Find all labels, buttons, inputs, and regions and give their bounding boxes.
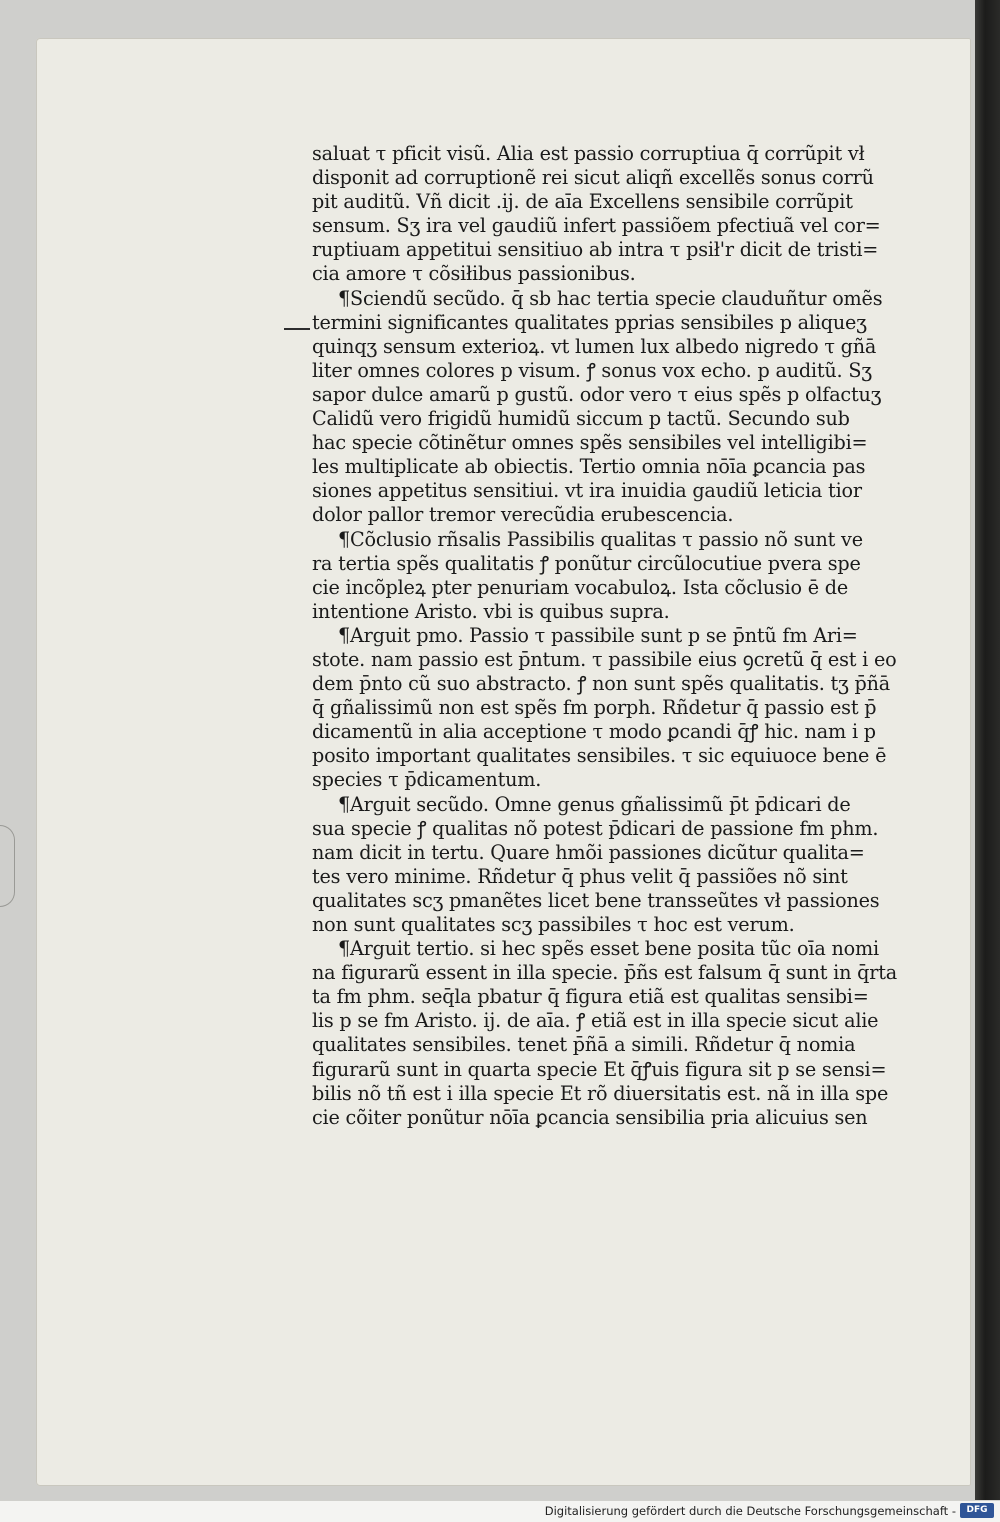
text-line: lis p se fm Aristo. ij. de aīa. ꝭ etiã est in illa specie sicut alie: [312, 1009, 879, 1033]
text-line: qualitates scʒ pmanẽtes licet bene transseũtes vł passiones: [312, 888, 880, 912]
text-line: stote. nam passio est p̄ntum. τ passibile eius ꝯcretũ q̄ est i eo: [312, 647, 897, 671]
text-line: ruptiuam appetitui sensitiuo ab intra τ psił'r dicit de tristi=: [312, 238, 879, 262]
text-line: tes vero minime. Rñdetur q̄ phus velit q̄ passiões nõ sint: [312, 864, 848, 888]
text-line: quinqʒ sensum exterioꝝ. vt lumen lux albedo nigredo τ gñā: [312, 334, 877, 358]
text-line: sua specie ꝭ qualitas nõ potest p̄dicari de passione fm phm.: [312, 816, 879, 840]
text-line: posito important qualitates sensibiles. τ sic equiuoce bene ē: [312, 744, 887, 768]
text-line: ¶Sciendũ secũdo. q̄ sb hac tertia specie clauduñtur omẽs: [338, 286, 883, 310]
text-line: q̄ gñalissimũ non est spẽs fm porph. Rñdetur q̄ passio est p̄: [312, 696, 877, 720]
text-line: cie cõiter ponũtur nōīa ꝑcancia sensibilia pria alicuius sen: [312, 1105, 868, 1129]
text-line: nam dicit in tertu. Quare hmõi passiones dicũtur qualita=: [312, 840, 865, 864]
text-line: ta fm phm. seq̄la pbatur q̄ figura etiã est qualitas sensibi=: [312, 985, 869, 1009]
marginal-dash: [284, 328, 310, 330]
text-line: cia amore τ cõsiłibus passionibus.: [312, 262, 636, 286]
footer-credit: Digitalisierung gefördert durch die Deutsche Forschungsgemeinschaft -: [544, 1504, 956, 1518]
text-line: dem p̄nto cũ suo abstracto. ꝭ non sunt spẽs qualitatis. tʒ p̄ñā: [312, 672, 891, 696]
text-line: dolor pallor tremor verecũdia erubescencia.: [312, 503, 734, 527]
footer-bar: [0, 1500, 1000, 1522]
text-line: saluat τ pficit visũ. Alia est passio corruptiua q̄ corrũpit vł: [312, 142, 865, 165]
text-line: intentione Aristo. vbi is quibus supra.: [312, 599, 670, 623]
text-line: cie incõpleꝝ pter penuriam vocabuloꝝ. Ista cõclusio ē de: [312, 575, 849, 599]
text-line: sapor dulce amarũ p gustũ. odor vero τ eius spẽs p olfactuʒ: [312, 382, 882, 406]
text-line: qualitates sensibiles. tenet p̄ñā a simili. Rñdetur q̄ nomia: [312, 1033, 856, 1057]
text-line: ¶Arguit tertio. si hec spẽs esset bene posita tũc oīa nomi: [338, 937, 879, 961]
text-line: ¶Arguit secũdo. Omne genus gñalissimũ p̄t p̄dicari de: [338, 792, 851, 816]
text-line: sensum. Sʒ ira vel gaudiũ infert passiõem pfectiuã vel cor=: [312, 214, 881, 238]
text-line: Calidũ vero frigidũ humidũ siccum p tactũ. Secundo sub: [312, 407, 850, 431]
printed-text-block: [312, 142, 912, 1130]
text-line: ¶Cõclusio rñsalis Passibilis qualitas τ passio nõ sunt ve: [338, 527, 863, 551]
text-line: les multiplicate ab obiectis. Tertio omnia nōīa ꝑcancia pas: [312, 455, 866, 479]
text-line: hac specie cõtinẽtur omnes spẽs sensibiles vel intelligibi=: [312, 431, 868, 455]
text-line: non sunt qualitates scʒ passibiles τ hoc est verum.: [312, 913, 795, 936]
text-line: pit auditũ. Vñ dicit .ij. de aīa Excellens sensibile corrũpit: [312, 190, 853, 214]
text-line: disponit ad corruptionẽ rei sicut aliqñ excellẽs sonus corrũ: [312, 166, 874, 190]
page-edge-mark: [0, 825, 15, 907]
text-line: dicamentũ in alia acceptione τ modo ꝑcandi q̄ꝭ hic. nam i p: [312, 720, 876, 744]
text-line: na figurarũ essent in illa specie. p̄ñs est falsum q̄ sunt in q̄rta: [312, 961, 897, 985]
dfg-logo: DFG: [960, 1503, 994, 1518]
text-line: species τ p̄dicamentum.: [312, 768, 542, 792]
text-line: termini significantes qualitates pprias sensibiles p aliqueʒ: [312, 310, 867, 334]
text-line: figurarũ sunt in quarta specie Et q̄ꝭuis figura sit p se sensi=: [312, 1057, 887, 1081]
book-binding-edge: [975, 0, 1000, 1500]
text-line: siones appetitus sensitiui. vt ira inuidia gaudiũ leticia tior: [312, 479, 862, 503]
text-line: bilis nõ tñ est i illa specie Et rõ diuersitatis est. nã in illa spe: [312, 1081, 889, 1105]
text-line: ra tertia spẽs qualitatis ꝭ ponũtur circũlocutiue pvera spe: [312, 551, 861, 575]
text-line: ¶Arguit pmo. Passio τ passibile sunt p se p̄ntũ fm Ari=: [338, 623, 858, 647]
text-line: liter omnes colores p visum. ꝭ sonus vox echo. p auditũ. Sʒ: [312, 358, 872, 382]
